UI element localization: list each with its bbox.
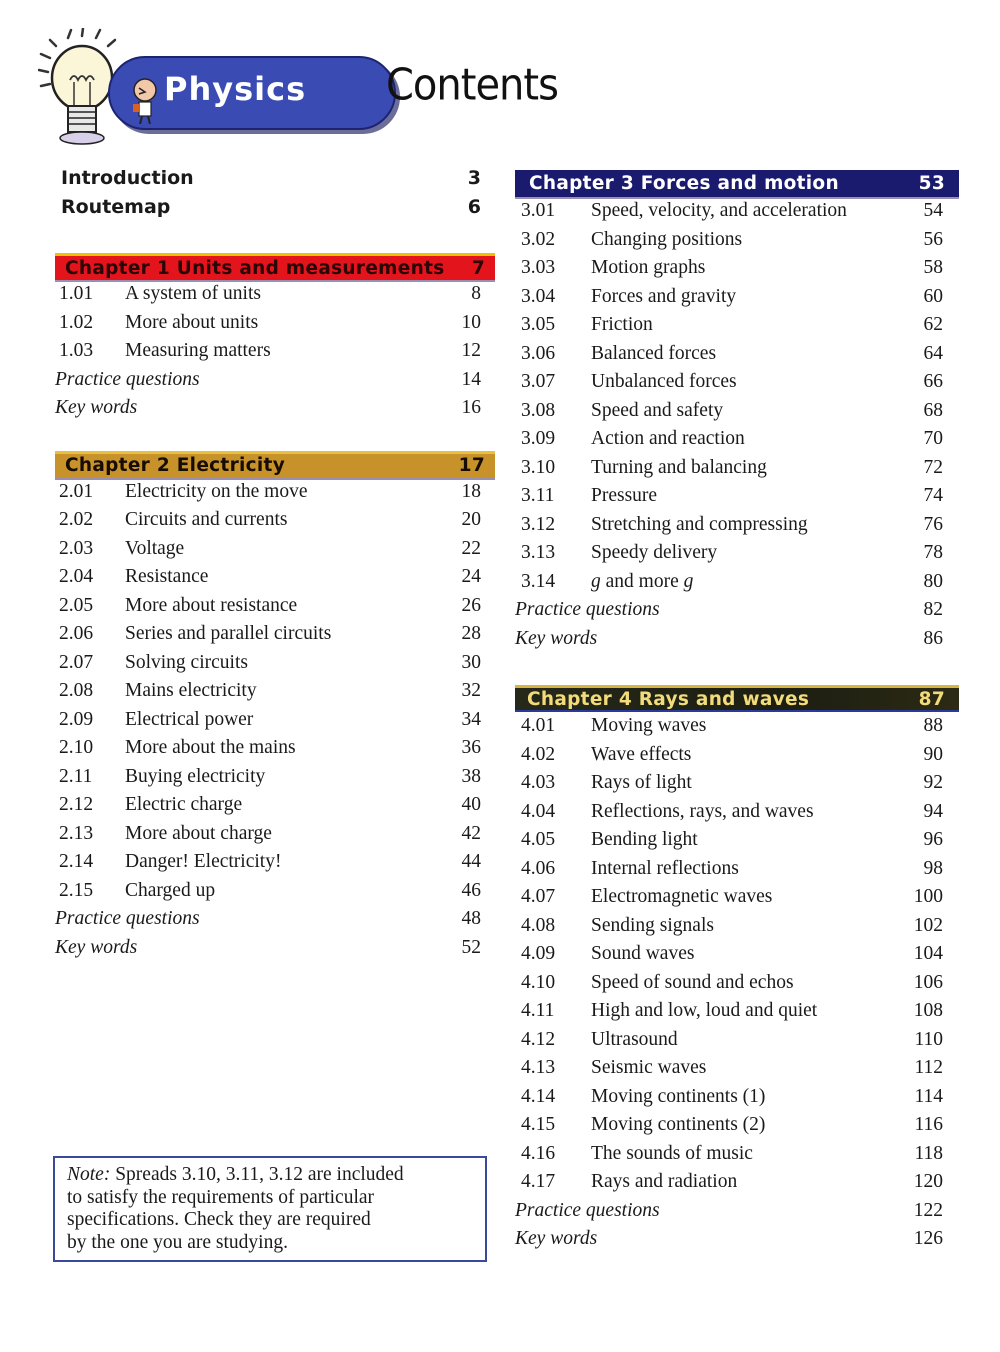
entry-title: Motion graphs [591,257,706,278]
toc-entry[interactable] [515,311,959,340]
entry-number: 4.02 [521,743,556,765]
toc-entry-key-words[interactable] [515,1225,959,1254]
entry-title: The sounds of music [591,1142,753,1164]
entry-title: Practice questions [515,599,660,620]
entry-title: Resistance [125,566,209,587]
note-label: Note: [67,1164,111,1185]
toc-entry-key-words[interactable] [55,934,495,963]
entry-number: 4.13 [521,1057,556,1078]
entry-page: 54 [923,200,943,221]
entry-number: 4.14 [521,1085,556,1107]
toc-entry[interactable] [515,568,959,597]
toc-entry[interactable] [55,478,495,507]
entry-page: 68 [923,399,943,421]
toc-entry[interactable] [515,539,959,568]
entry-page: 70 [923,428,943,449]
chapter-title: Chapter 1 Units and measurements [65,257,445,279]
entry-number: 4.08 [521,914,556,936]
toc-entry[interactable] [515,254,959,283]
toc-entry[interactable] [515,997,959,1026]
entry-title: More about the mains [125,737,296,758]
entry-number: 4.03 [521,772,556,793]
toc-entry[interactable] [515,425,959,454]
entry-page: 104 [913,943,943,964]
entry-page: 80 [923,570,943,592]
entry-title: Action and reaction [591,428,745,449]
entry-page: 94 [923,800,943,822]
entry-number: 4.10 [521,971,556,993]
toc-entry[interactable] [55,280,495,309]
entry-page: 110 [914,1028,943,1050]
entry-number: 2.11 [59,765,93,787]
entry-page: 64 [923,342,943,364]
entry-number: 4.11 [521,1000,555,1021]
entry-number: 4.01 [521,715,556,736]
entry-number: 2.03 [59,537,94,559]
toc-entry[interactable] [55,309,495,338]
entry-title: Moving waves [591,715,707,736]
entry-page: 44 [461,851,481,872]
entry-title: Changing positions [591,228,743,250]
note-line-1 [67,1164,473,1187]
entry-page: 116 [914,1114,943,1135]
toc-entry[interactable] [55,563,495,592]
entry-title: Rays and radiation [591,1171,738,1192]
entry-page: 10 [461,311,481,333]
entry-title: Circuits and currents [125,509,288,530]
entry-title: Balanced forces [591,342,717,364]
chapter-title: Chapter 3 Forces and motion [529,173,839,194]
entry-title: Electricity on the move [125,480,308,502]
toc-entry[interactable] [55,337,495,366]
chapter-3-entries [515,197,959,653]
toc-entry[interactable] [515,197,959,226]
entry-number: 2.07 [59,651,94,673]
entry-title: Speedy delivery [591,542,718,563]
entry-number: 3.09 [521,428,556,449]
entry-number: 2.02 [59,509,94,530]
entry-title: Speed of sound and echos [591,971,794,993]
entry-number: 2.01 [59,480,94,502]
toc-entry[interactable] [515,912,959,941]
entry-page: 118 [914,1142,943,1164]
toc-entry[interactable] [515,340,959,369]
entry-page: 114 [914,1085,943,1107]
page-header [38,28,558,148]
entry-page: 48 [461,908,481,929]
entry-page: 92 [923,772,943,793]
entry-page: 66 [923,371,943,392]
entry-number: 4.09 [521,943,556,964]
entry-page: 28 [461,623,481,644]
entry-number: 3.14 [521,570,556,592]
entry-page: 58 [923,257,943,278]
chapter-3-heading[interactable] [515,170,959,197]
chapter-page: 53 [918,173,945,194]
toc-entry[interactable] [55,649,495,678]
entry-title: Speed, velocity, and acceleration [591,200,847,221]
chapter-page: 7 [471,257,485,279]
entry-page: 100 [913,886,943,907]
entry-number: 4.07 [521,886,556,907]
toc-entry-introduction[interactable] [55,164,495,193]
entry-title: Turning and balancing [591,456,767,478]
note-text: Spreads 3.10, 3.11, 3.12 are included [110,1164,404,1185]
toc-entry[interactable] [515,283,959,312]
mascot-icon [130,78,160,124]
entry-title: Charged up [125,879,216,901]
toc-entry[interactable] [55,677,495,706]
entry-page: 88 [923,715,943,736]
chapter-4-heading[interactable] [515,685,959,712]
entry-page: 24 [461,566,481,587]
toc-entry-key-words[interactable] [515,625,959,654]
entry-title: Sending signals [591,914,714,936]
toc-entry[interactable] [515,482,959,511]
entry-page: 90 [923,743,943,765]
toc-entry[interactable] [515,226,959,255]
entry-title: Key words [55,936,138,958]
entry-number: 3.05 [521,314,556,335]
toc-entry[interactable] [55,791,495,820]
entry-title: Rays of light [591,772,692,793]
entry-number: 1.02 [59,311,94,333]
entry-page: 62 [923,314,943,335]
entry-page: 38 [461,765,481,787]
entry-page: 78 [923,542,943,563]
entry-page: 122 [913,1199,943,1221]
toc-entry[interactable] [515,883,959,912]
entry-page: 82 [923,599,943,620]
entry-number: 4.12 [521,1028,556,1050]
entry-page: 126 [913,1228,943,1249]
entry-title-text: and more [600,570,684,592]
entry-title: Internal reflections [591,857,739,879]
entry-number: 2.10 [59,737,94,758]
chapter-title: Chapter 2 Electricity [65,455,286,476]
entry-number: 3.12 [521,513,556,535]
entry-page: 20 [461,509,481,530]
entry-title: Series and parallel circuits [125,623,332,644]
entry-number: 3.11 [521,485,555,506]
entry-title: Ultrasound [591,1028,678,1050]
entry-number: 1.03 [59,340,94,361]
entry-page: 86 [923,627,943,649]
toc-entry[interactable] [515,826,959,855]
entry-title [591,568,883,597]
entry-title: Mains electricity [125,680,257,701]
chapter-2 [55,451,495,963]
toc-entry[interactable] [55,848,495,877]
toc-entry[interactable] [515,511,959,540]
entry-page: 18 [461,480,481,502]
toc-entry[interactable] [515,1140,959,1169]
entry-number: 4.04 [521,800,556,822]
entry-page: 52 [461,936,481,958]
entry-title: More about resistance [125,594,298,616]
entry-number: 3.06 [521,342,556,364]
entry-number: 2.08 [59,680,94,701]
entry-title: Seismic waves [591,1057,707,1078]
entry-title: Pressure [591,485,658,506]
entry-title: Electromagnetic waves [591,886,773,907]
entry-page: 74 [923,485,943,506]
chapter-1 [55,253,495,423]
entry-page: 12 [461,340,481,361]
entry-page: 106 [913,971,943,993]
entry-title: Forces and gravity [591,285,737,307]
entry-page: 120 [913,1171,943,1192]
chapter-4-entries [515,712,959,1254]
toc-entry[interactable] [515,397,959,426]
toc-left-column [55,164,495,962]
toc-entry[interactable] [515,969,959,998]
g-symbol: g [591,570,601,592]
toc-entry[interactable] [515,1111,959,1140]
chapter-1-heading[interactable] [55,253,495,280]
entry-title: Buying electricity [125,765,266,787]
toc-right-column [515,170,959,1254]
entry-title: Wave effects [591,743,692,765]
entry-page: 34 [461,708,481,730]
toc-entry-practice-questions[interactable] [515,1197,959,1226]
entry-page: 36 [461,737,481,758]
entry-page: 108 [913,1000,943,1021]
entry-title: A system of units [125,283,261,304]
entry-title: High and low, loud and quiet [591,1000,818,1021]
entry-title: Routemap [61,196,171,218]
toc-entry[interactable] [515,1026,959,1055]
entry-title: More about units [125,311,259,333]
entry-page: 16 [461,397,481,418]
entry-number: 4.05 [521,829,556,850]
chapter-4 [515,685,959,1254]
page-title: Contents [386,59,558,111]
entry-title: Electric charge [125,794,243,815]
toc-entry[interactable] [515,368,959,397]
entry-page: 30 [461,651,481,673]
entry-page: 76 [923,513,943,535]
entry-page: 98 [923,857,943,879]
toc-entry[interactable] [55,620,495,649]
entry-page: 56 [923,228,943,250]
entry-title: Measuring matters [125,340,271,361]
entry-title: Solving circuits [125,651,248,673]
toc-entry[interactable] [515,1083,959,1112]
entry-title: Reflections, rays, and waves [591,800,814,822]
entry-title: Practice questions [55,368,200,390]
toc-entry[interactable] [515,1054,959,1083]
entry-title: Practice questions [55,908,200,929]
entry-page: 3 [467,167,481,189]
chapter-page: 87 [918,688,945,710]
chapter-2-heading[interactable] [55,451,495,478]
toc-entry[interactable] [515,940,959,969]
chapter-2-entries [55,478,495,963]
entry-title: Sound waves [591,943,695,964]
entry-title: Unbalanced forces [591,371,737,392]
entry-page: 72 [923,456,943,478]
entry-number: 2.06 [59,623,94,644]
entry-number: 4.16 [521,1142,556,1164]
toc-entry[interactable] [515,855,959,884]
entry-number: 3.04 [521,285,556,307]
note-line-4: by the one you are studying. [67,1231,288,1253]
subject-badge-label: Physics [164,70,307,108]
toc-entry[interactable] [515,741,959,770]
entry-number: 2.14 [59,851,94,872]
entry-title: Key words [515,1228,598,1249]
entry-number: 3.08 [521,399,556,421]
entry-number: 2.04 [59,566,94,587]
entry-page: 112 [914,1057,943,1078]
entry-page: 96 [923,829,943,850]
toc-entry[interactable] [55,820,495,849]
toc-entry[interactable] [55,877,495,906]
note-box [53,1156,487,1262]
entry-number: 2.12 [59,794,94,815]
entry-title: Moving continents (2) [591,1114,766,1135]
entry-number: 3.03 [521,257,556,278]
entry-title: Practice questions [515,1199,660,1221]
entry-number: 3.10 [521,456,556,478]
toc-entry[interactable] [55,535,495,564]
entry-number: 2.05 [59,594,94,616]
entry-number: 2.15 [59,879,94,901]
entry-title: Key words [55,397,138,418]
entry-number: 1.01 [59,283,94,304]
entry-page: 22 [461,537,481,559]
toc-entry[interactable] [515,798,959,827]
toc-entry[interactable] [55,506,495,535]
entry-title: Introduction [61,167,194,189]
entry-title: Danger! Electricity! [125,851,282,872]
entry-title: Bending light [591,829,698,850]
entry-title: Voltage [125,537,185,559]
entry-title: Friction [591,314,653,335]
toc-entry[interactable] [55,706,495,735]
entry-page: 8 [471,283,481,304]
entry-title: Moving continents (1) [591,1085,766,1107]
entry-number: 4.06 [521,857,556,879]
toc-entry[interactable] [55,734,495,763]
entry-page: 60 [923,285,943,307]
toc-entry-practice-questions[interactable] [55,366,495,395]
toc-entry[interactable] [515,712,959,741]
entry-page: 102 [913,914,943,936]
chapter-page: 17 [458,455,485,476]
chapter-title: Chapter 4 Rays and waves [527,688,810,710]
note-line-2: to satisfy the requirements of particular [67,1186,375,1208]
entry-number: 2.13 [59,822,94,844]
toc-entry-routemap[interactable] [55,193,495,222]
entry-page: 42 [461,822,481,844]
entry-title: Electrical power [125,708,254,730]
note-line-3: specifications. Check they are required [67,1209,371,1230]
toc-entry-key-words[interactable] [55,394,495,423]
entry-number: 3.02 [521,228,556,250]
chapter-3 [515,170,959,653]
entry-title: Speed and safety [591,399,724,421]
entry-page: 46 [461,879,481,901]
entry-number: 4.17 [521,1171,556,1192]
chapter-1-entries [55,280,495,423]
toc-entry[interactable] [55,763,495,792]
subject-badge [108,56,396,130]
entry-number: 4.15 [521,1114,556,1135]
toc-entry-practice-questions[interactable] [515,596,959,625]
entry-number: 3.13 [521,542,556,563]
toc-entry[interactable] [515,769,959,798]
entry-page: 32 [461,680,481,701]
toc-entry[interactable] [515,1168,959,1197]
entry-page: 26 [461,594,481,616]
g-symbol: g [683,570,694,592]
entry-number: 2.09 [59,708,94,730]
entry-title: Key words [515,627,598,649]
entry-page: 14 [461,368,481,390]
entry-page: 40 [461,794,481,815]
entry-title: More about charge [125,822,272,844]
entry-number: 3.01 [521,200,556,221]
toc-entry[interactable] [55,592,495,621]
entry-number: 3.07 [521,371,556,392]
entry-title: Stretching and compressing [591,513,808,535]
toc-entry-practice-questions[interactable] [55,905,495,934]
toc-entry[interactable] [515,454,959,483]
entry-page: 6 [467,196,481,218]
